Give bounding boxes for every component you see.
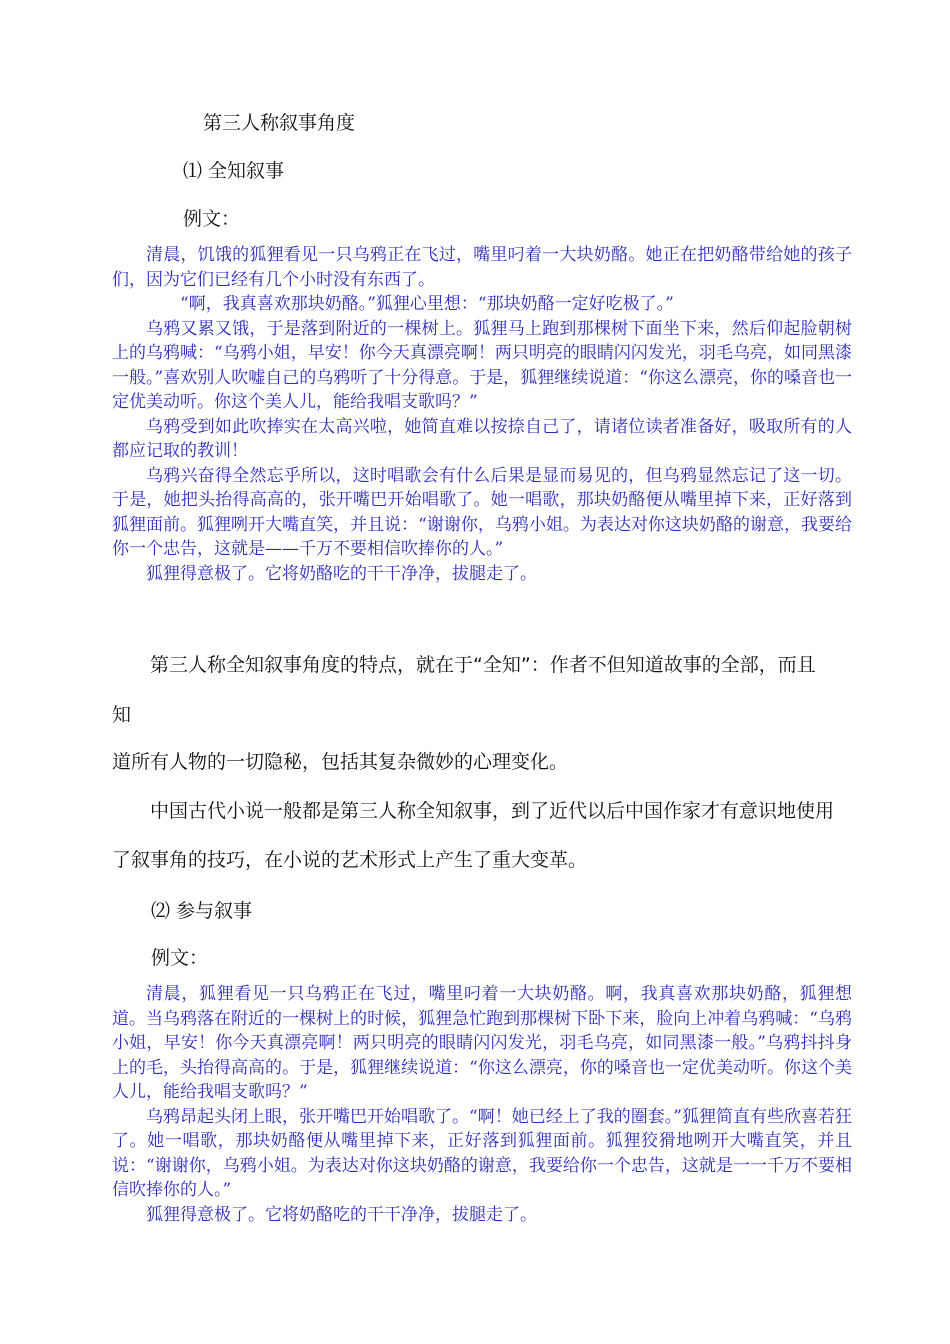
- example-paragraph: 狐狸得意极了。它将奶酪吃的干干净净，拔腿走了。: [146, 563, 537, 584]
- example-text-2: [112, 982, 852, 1227]
- example-paragraph: 乌鸦昂起头闭上眼，张开嘴巴开始唱歌了。“啊！她已经上了我的圈套。”狐狸简直有些欣喜若狂了。她一唱歌，那块奶酪便从嘴里掉下来，正好落到狐狸面前。狐狸狡猾地咧开大嘴直笑，并且说：“谢谢你，乌鸦小姐。为表达对你这块奶酪的谢意，我要给你一个忠告，这就是一一千万不要相信吹捧你的人。”: [112, 1106, 852, 1200]
- subsection-heading-1: ⑴ 全知叙事: [183, 160, 285, 182]
- example-paragraph: 清晨，狐狸看见一只乌鸦正在飞过，嘴里叼着一大块奶酪。啊，我真喜欢那块奶酪，狐狸想道。当乌鸦落在附近的一棵树上的时候，狐狸急忙跑到那棵树下卧下来，脸向上冲着乌鸦喊：“乌鸦小姐，早安！你今天真漂亮啊！两只明亮的眼睛闪闪发光，羽毛乌亮，如同黑漆一般。”乌鸦抖抖身上的毛，头抬得高高的。于是，狐狸继续说道：“你这么漂亮，你的嗓音也一定优美动听。你这个美人儿，能给我唱支歌吗？”: [112, 984, 852, 1102]
- example-paragraph: “啊，我真喜欢那块奶酪。”狐狸心里想：“那块奶酪一定好吃极了。”: [180, 294, 674, 314]
- example-label-2: 例文：: [151, 947, 209, 969]
- analysis-line: 第三人称全知叙事角度的特点，就在于“全知”：作者不但知道故事的全部，而且: [150, 654, 816, 676]
- analysis-line: 中国古代小说一般都是第三人称全知叙事，到了近代以后中国作家才有意识地使用: [150, 800, 835, 822]
- analysis-line: 道所有人物的一切隐秘，包括其复杂微妙的心理变化。: [112, 751, 569, 773]
- analysis-line: 知: [112, 704, 132, 726]
- section-heading: 第三人称叙事角度: [203, 112, 356, 134]
- example-paragraph: 乌鸦受到如此吹捧实在太高兴啦，她简直难以按捺自己了，请诸位读者准备好，吸取所有的人都应记取的教训！: [112, 416, 852, 461]
- example-label-1: 例文：: [183, 208, 241, 230]
- example-paragraph: 狐狸得意极了。它将奶酪吃的干干净净，拔腿走了。: [146, 1204, 537, 1225]
- example-paragraph: 乌鸦兴奋得全然忘乎所以，这时唱歌会有什么后果是显而易见的，但乌鸦显然忘记了这一切。于是，她把头抬得高高的，张开嘴巴开始唱歌了。她一唱歌，那块奶酪便从嘴里掉下来，正好落到狐狸面前。狐狸咧开大嘴直笑，并且说：“谢谢你，乌鸦小姐。为表达对你这块奶酪的谢意，我要给你一个忠告，这就是——千万不要相信吹捧你的人。”: [112, 465, 852, 559]
- subsection-heading-2: ⑵ 参与叙事: [151, 900, 253, 922]
- example-text-1: [112, 243, 852, 586]
- example-paragraph: 乌鸦又累又饿，于是落到附近的一棵树上。狐狸马上跑到那棵树下面坐下来，然后仰起脸朝树上的乌鸦喊：“乌鸦小姐，早安！你今天真漂亮啊！两只明亮的眼睛闪闪发光，羽毛乌亮，如同黑漆一般。”喜欢别人吹嘘自己的乌鸦听了十分得意。于是，狐狸继续说道：“你这么漂亮，你的嗓音也一定优美动听。你这个美人儿，能给我唱支歌吗？”: [112, 318, 852, 412]
- analysis-line: 了叙事角的技巧，在小说的艺术形式上产生了重大变革。: [112, 849, 588, 871]
- example-paragraph: 清晨，饥饿的狐狸看见一只乌鸦正在飞过，嘴里叼着一大块奶酪。她正在把奶酪带给她的孩子们，因为它们已经有几个小时没有东西了。: [112, 245, 852, 290]
